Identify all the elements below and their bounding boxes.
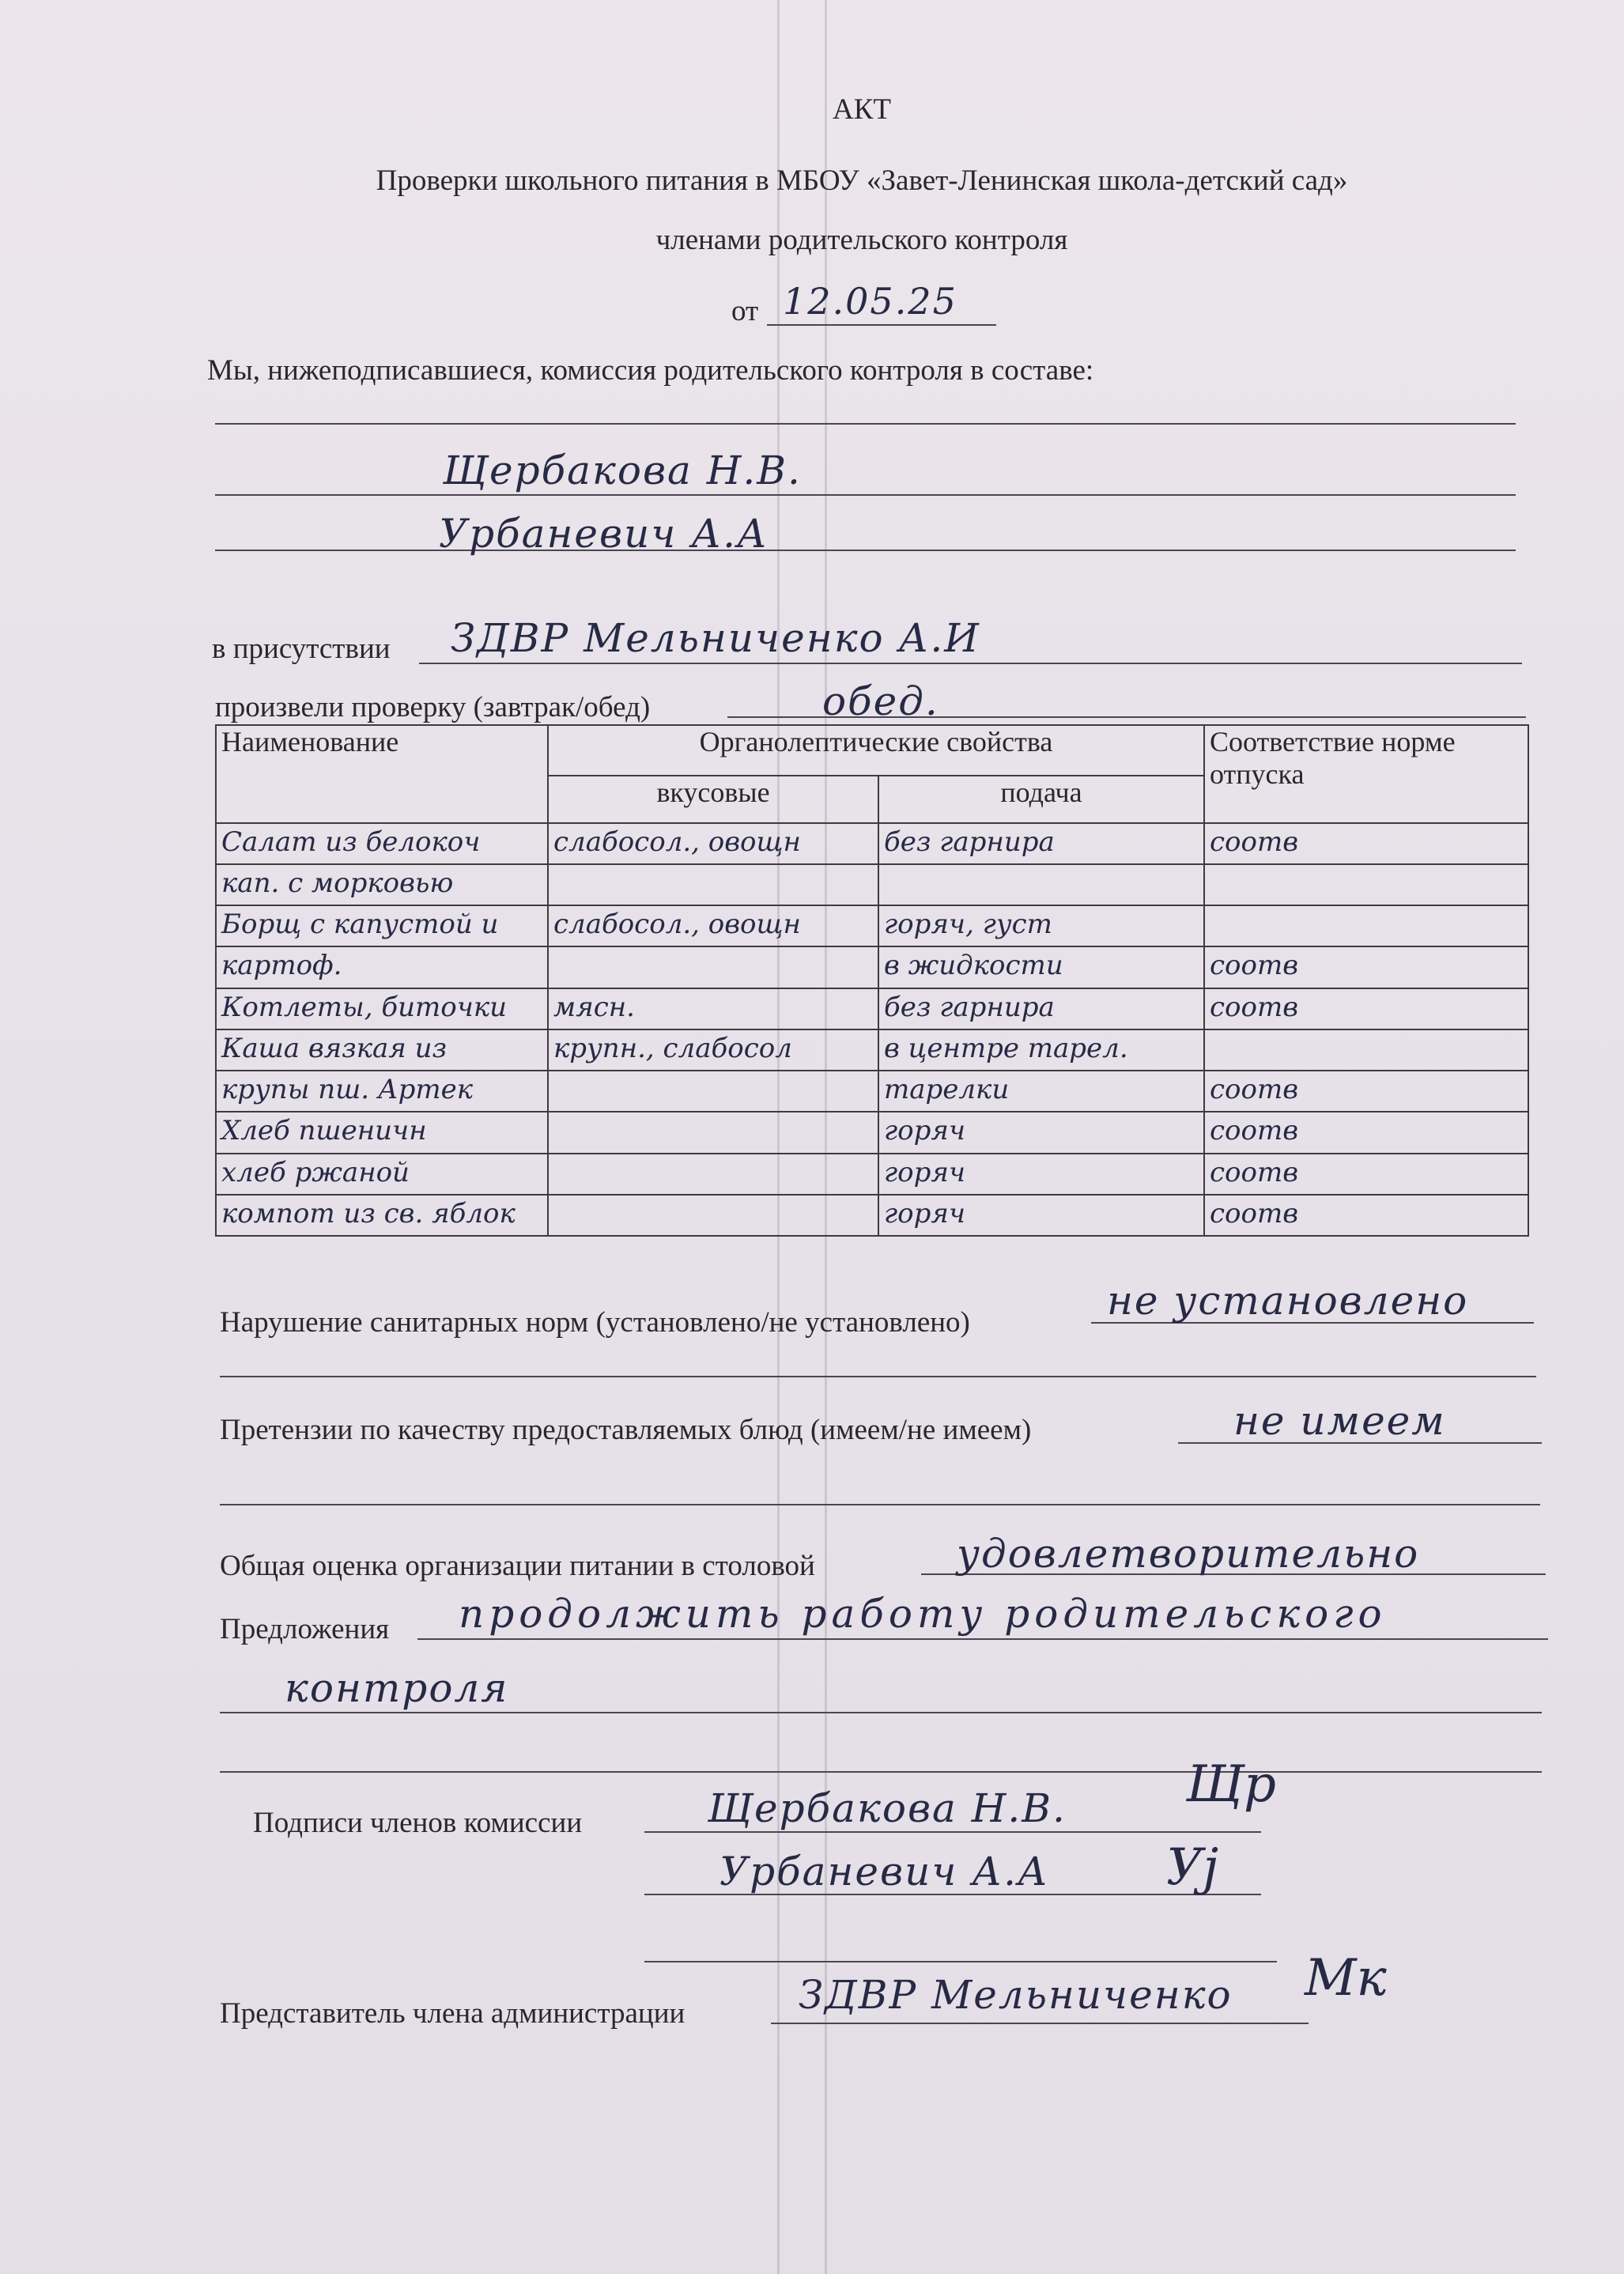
cell-serving xyxy=(878,864,1204,905)
cell-serving: горяч xyxy=(878,1154,1204,1195)
document-subtitle: Проверки школьного питания в МБОУ «Завет-Ленинская школа-детский сад» xyxy=(376,164,1348,197)
cell-name: Хлеб пшеничн xyxy=(216,1112,548,1153)
presence-value: ЗДВР Мельниченко А.И xyxy=(451,615,980,661)
proposals-value-2: контроля xyxy=(285,1665,509,1711)
cell-taste xyxy=(548,1154,878,1195)
signatures-label: Подписи членов комиссии xyxy=(253,1807,583,1839)
presence-line xyxy=(419,663,1522,664)
table-row xyxy=(216,1071,1528,1112)
cell-taste: слабосол., овощн xyxy=(548,905,878,946)
member-line-0 xyxy=(215,423,1516,425)
cell-norm xyxy=(1204,864,1528,905)
cell-name: крупы пш. Артек xyxy=(216,1071,548,1112)
header-organoleptic: Органолептические свойства xyxy=(548,725,1204,776)
signature-line-0 xyxy=(644,1831,1261,1833)
cell-taste xyxy=(548,1112,878,1153)
cell-serving: в центре тарел. xyxy=(878,1029,1204,1071)
check-label: произвели проверку (завтрак/обед) xyxy=(215,691,651,723)
header-name: Наименование xyxy=(216,725,548,823)
blank-line xyxy=(220,1376,1536,1377)
date-line xyxy=(767,324,996,326)
member-line-1 xyxy=(215,494,1516,496)
cell-serving: тарелки xyxy=(878,1071,1204,1112)
table-row xyxy=(216,1195,1528,1236)
proposals-line xyxy=(417,1638,1548,1640)
intro-text: Мы, нижеподписавшиеся, комиссия родительского контроля в составе: xyxy=(207,354,1094,387)
claims-label: Претензии по качеству предоставляемых блюд (имеем/не имеем) xyxy=(220,1414,1032,1446)
cell-taste xyxy=(548,1071,878,1112)
cell-serving: горяч xyxy=(878,1195,1204,1236)
signature-line-2 xyxy=(644,1961,1277,1962)
table-row xyxy=(216,823,1528,864)
cell-name: кап. с морковью xyxy=(216,864,548,905)
violation-value: не установлено xyxy=(1107,1278,1469,1324)
rating-value: удовлетворительно xyxy=(957,1531,1420,1577)
proposals-label: Предложения xyxy=(220,1613,390,1645)
admin-line xyxy=(771,2023,1309,2024)
violation-label: Нарушение санитарных норм (установлено/не установлено) xyxy=(220,1306,970,1339)
table-row xyxy=(216,1154,1528,1195)
cell-norm xyxy=(1204,1029,1528,1071)
blank-line xyxy=(220,1504,1540,1505)
cell-taste xyxy=(548,1195,878,1236)
blank-line xyxy=(220,1771,1542,1773)
table-body xyxy=(216,823,1528,1236)
cell-norm: соотв xyxy=(1204,946,1528,988)
cell-taste: крупн., слабосол xyxy=(548,1029,878,1071)
cell-norm: соотв xyxy=(1204,823,1528,864)
member-1: Щербакова Н.В. xyxy=(443,448,802,493)
signature-name-1: Щербакова Н.В. xyxy=(708,1785,1067,1831)
header-taste: вкусовые xyxy=(548,776,878,823)
inspection-table xyxy=(215,724,1529,1237)
cell-serving: без гарнира xyxy=(878,823,1204,864)
admin-label: Представитель члена администрации xyxy=(220,1997,685,2030)
cell-taste xyxy=(548,864,878,905)
date-label: от xyxy=(731,295,759,327)
cell-name: Салат из белокоч xyxy=(216,823,548,864)
rating-label: Общая оценка организации питании в столовой xyxy=(220,1550,815,1582)
cell-taste: мясн. xyxy=(548,988,878,1029)
cell-norm: соотв xyxy=(1204,1112,1528,1153)
member-2: Урбаневич А.А xyxy=(439,511,769,557)
document-subtitle-2: членами родительского контроля xyxy=(655,224,1068,256)
cell-taste xyxy=(548,946,878,988)
signature-mark-2: Уј xyxy=(1166,1838,1219,1897)
cell-name: Котлеты, биточки xyxy=(216,988,548,1029)
proposals-value-1: продолжить работу родительского xyxy=(459,1591,1387,1637)
cell-name: картоф. xyxy=(216,946,548,988)
cell-norm: соотв xyxy=(1204,1154,1528,1195)
table-row xyxy=(216,905,1528,946)
admin-signature-mark: Мк xyxy=(1305,1949,1387,2008)
proposals-line-2 xyxy=(220,1712,1542,1713)
cell-norm xyxy=(1204,905,1528,946)
date-value: 12.05.25 xyxy=(783,280,957,323)
cell-name: хлеб ржаной xyxy=(216,1154,548,1195)
cell-serving: горяч, густ xyxy=(878,905,1204,946)
table-row xyxy=(216,1029,1528,1071)
header-serving: подача xyxy=(878,776,1204,823)
cell-serving: горяч xyxy=(878,1112,1204,1153)
cell-name: Борщ с капустой и xyxy=(216,905,548,946)
cell-norm: соотв xyxy=(1204,1195,1528,1236)
member-line-2 xyxy=(215,550,1516,551)
check-value: обед. xyxy=(822,678,939,724)
table-row xyxy=(216,864,1528,905)
document-title: АКТ xyxy=(833,93,891,126)
cell-norm: соотв xyxy=(1204,988,1528,1029)
table-row xyxy=(216,988,1528,1029)
signature-name-2: Урбаневич А.А xyxy=(719,1849,1049,1894)
admin-value: ЗДВР Мельниченко xyxy=(799,1972,1233,2018)
cell-norm: соотв xyxy=(1204,1071,1528,1112)
cell-taste: слабосол., овощн xyxy=(548,823,878,864)
claims-value: не имеем xyxy=(1233,1398,1446,1444)
cell-name: Каша вязкая из xyxy=(216,1029,548,1071)
table-row xyxy=(216,1112,1528,1153)
header-norm: Соответствие норме отпуска xyxy=(1204,725,1528,823)
presence-label: в присутствии xyxy=(212,633,391,665)
signature-mark-1: Щр xyxy=(1186,1755,1276,1814)
cell-serving: в жидкости xyxy=(878,946,1204,988)
cell-name: компот из св. яблок xyxy=(216,1195,548,1236)
cell-serving: без гарнира xyxy=(878,988,1204,1029)
table-row xyxy=(216,946,1528,988)
